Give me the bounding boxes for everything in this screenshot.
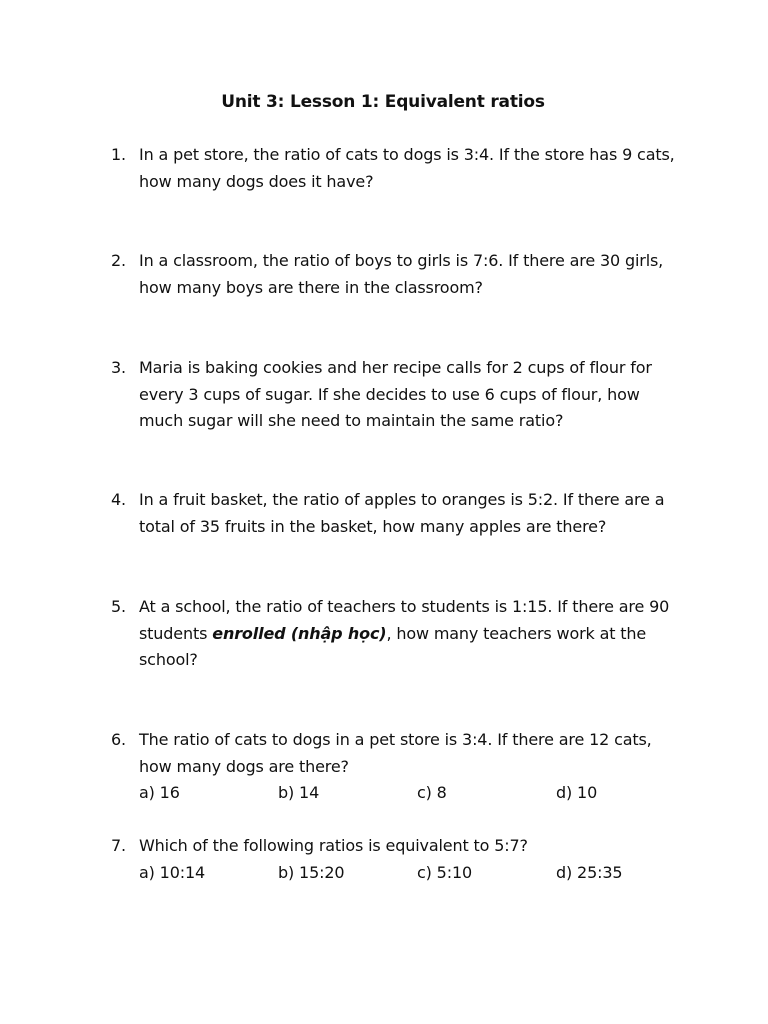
- answer-choice-a: a) 16: [139, 783, 180, 803]
- question-number: 7.: [111, 836, 126, 855]
- question-line: school?: [139, 650, 198, 670]
- question-text: [139, 833, 681, 886]
- question-line: how many boys are there in the classroom?: [139, 277, 483, 297]
- question-text-segment: students: [139, 623, 213, 643]
- question-line: Which of the following ratios is equivalent to 5:7?: [139, 836, 528, 855]
- question-line: In a fruit basket, the ratio of apples to oranges is 5:2. If there are a: [139, 490, 665, 509]
- question-number: 5.: [111, 597, 126, 616]
- question-line: [139, 621, 681, 648]
- question-text: [139, 727, 681, 807]
- question-line: In a pet store, the ratio of cats to dogs is 3:4. If the store has 9 cats,: [139, 145, 675, 164]
- question-line: every 3 cups of sugar. If she decides to use 6 cups of flour, how: [139, 384, 640, 404]
- question-line: how many dogs are there?: [139, 756, 349, 776]
- answer-choice-a: a) 10:14: [139, 862, 206, 882]
- question-6: [111, 727, 681, 807]
- question-2: [111, 248, 681, 301]
- answer-choice-d: d) 25:35: [556, 862, 623, 882]
- page-title: Unit 3: Lesson 1: Equivalent ratios: [221, 92, 545, 112]
- question-4: [111, 487, 681, 540]
- question-line: The ratio of cats to dogs in a pet store is 3:4. If there are 12 cats,: [139, 730, 652, 749]
- question-line: In a classroom, the ratio of boys to girls is 7:6. If there are 30 girls,: [139, 251, 664, 270]
- question-number: 3.: [111, 358, 126, 377]
- question-7: [111, 833, 681, 886]
- question-text: [139, 355, 681, 435]
- answer-choice-b: b) 15:20: [278, 862, 345, 882]
- answer-choice-c: c) 8: [417, 783, 447, 803]
- question-line: Maria is baking cookies and her recipe calls for 2 cups of flour for: [139, 358, 652, 377]
- question-text: [139, 487, 681, 540]
- question-5: [111, 594, 681, 674]
- question-number: 1.: [111, 145, 126, 164]
- question-line: much sugar will she need to maintain the same ratio?: [139, 411, 564, 431]
- question-number: 2.: [111, 251, 126, 270]
- question-number: 4.: [111, 490, 126, 509]
- question-3: [111, 355, 681, 435]
- question-line: At a school, the ratio of teachers to students is 1:15. If there are 90: [139, 597, 670, 616]
- answer-choice-b: b) 14: [278, 783, 320, 803]
- vocab-highlight: enrolled (nhập học): [212, 623, 387, 643]
- answer-choices: [139, 860, 681, 887]
- question-text: [139, 142, 681, 195]
- question-text: [139, 248, 681, 301]
- question-line: how many dogs does it have?: [139, 171, 374, 191]
- question-line: total of 35 fruits in the basket, how many apples are there?: [139, 516, 607, 536]
- answer-choices: [139, 780, 681, 807]
- answer-choice-c: c) 5:10: [417, 862, 473, 882]
- question-text: [139, 594, 681, 674]
- question-1: [111, 142, 681, 195]
- answer-choice-d: d) 10: [556, 783, 598, 803]
- question-number: 6.: [111, 730, 126, 749]
- question-text-segment: , how many teachers work at the: [386, 623, 647, 643]
